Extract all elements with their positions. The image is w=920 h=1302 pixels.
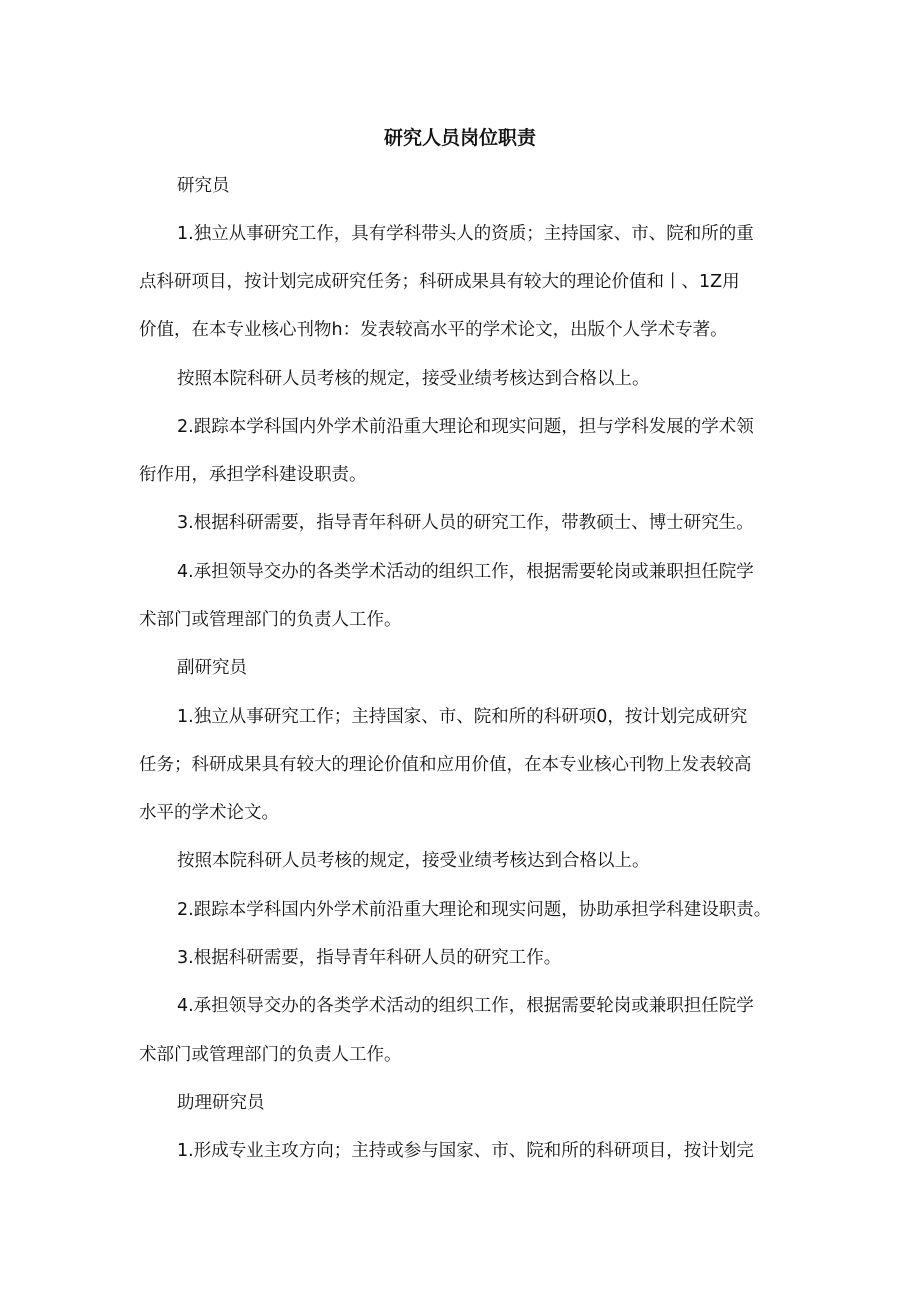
paragraph-line: 2.跟踪本学科国内外学术前沿重大理论和现实问题，协助承担学科建设职责。 [177,900,772,920]
paragraph-line: 按照本院科研人员考核的规定，接受业绩考核达到合格以上。 [177,851,650,871]
paragraph-line: 1.形成专业主攻方向；主持或参与国家、市、院和所的科研项目，按计划完 [177,1141,754,1161]
paragraph-line: 4.承担领导交办的各类学术活动的组织工作，根据需要轮岗或兼职担任院学 [177,996,754,1016]
paragraph-line: 任务；科研成果具有较大的理论价值和应用价值，在本专业核心刊物上发表较高 [139,755,752,775]
paragraph-line: 1.独立从事研究工作，具有学科带头人的资质；主持国家、市、院和所的重 [177,224,754,244]
paragraph-line: 水平的学术论文。 [139,803,279,823]
paragraph-line: 按照本院科研人员考核的规定，接受业绩考核达到合格以上。 [177,369,650,389]
paragraph-line: 2.跟踪本学科国内外学术前沿重大理论和现实问题，担与学科发展的学术领 [177,417,754,437]
section-heading-assistant-researcher: 助理研究员 [177,1093,265,1113]
paragraph-line: 价值，在本专业核心刊物h：发表较高水平的学术论文，出版个人学术专著。 [139,320,728,340]
paragraph-line: 术部门或管理部门的负责人工作。 [139,1045,402,1065]
paragraph-line: 术部门或管理部门的负责人工作。 [139,610,402,630]
paragraph-line: 3.根据科研需要，指导青年科研人员的研究工作，带教硕士、博士研究生。 [177,513,754,533]
paragraph-line: 4.承担领导交办的各类学术活动的组织工作，根据需要轮岗或兼职担任院学 [177,562,754,582]
paragraph-line: 点科研项目，按计划完成研究任务；科研成果具有较大的理论价值和丨、1Z用 [139,272,740,292]
paragraph-line: 1.独立从事研究工作；主持国家、市、院和所的科研项0，按计划完成研究 [177,707,748,727]
paragraph-line: 3.根据科研需要，指导青年科研人员的研究工作。 [177,948,562,968]
document-title: 研究人员岗位职责 [383,127,536,149]
section-heading-researcher: 研究员 [177,176,230,196]
paragraph-line: 衔作用，承担学科建设职责。 [139,465,367,485]
section-heading-associate-researcher: 副研究员 [177,658,247,678]
